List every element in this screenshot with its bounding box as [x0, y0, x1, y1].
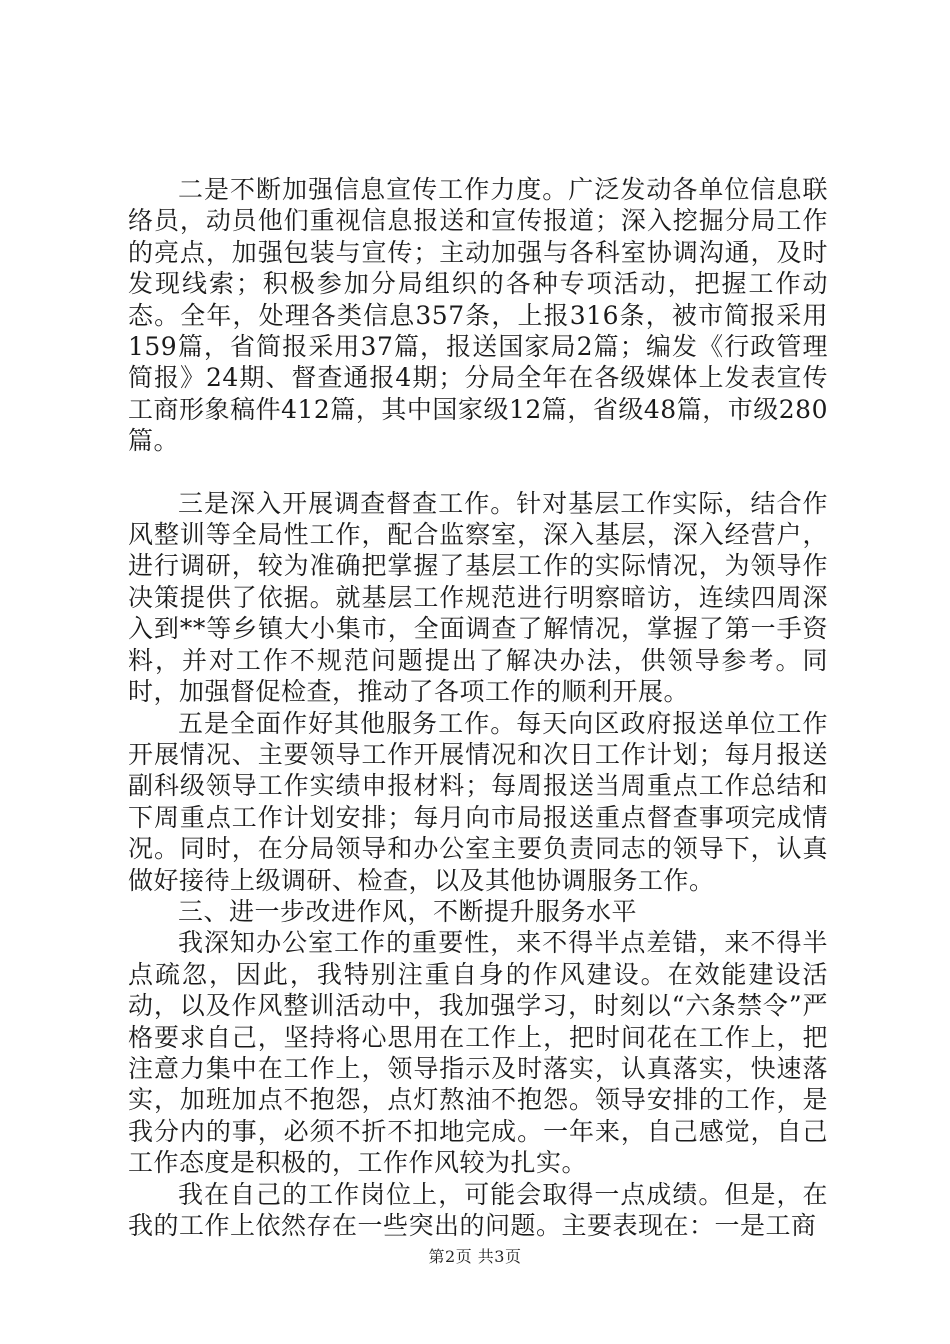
- document-body: [128, 174, 828, 1241]
- page-footer: 第2页 共3页: [428, 1247, 522, 1266]
- paragraph-problems: 我在自己的工作岗位上，可能会取得一点成绩。但是，在我的工作上依然存在一些突出的问题。主要表现在：一是工商: [128, 1179, 828, 1240]
- paragraph-work-style: 我深知办公室工作的重要性，来不得半点差错，来不得半点疏忽，因此，我特别注重自身的作风建设。在效能建设活动，以及作风整训活动中，我加强学习，时刻以“六条禁令”严格要求自己，坚持将心思用在工作上，把时间花在工作上，把注意力集中在工作上，领导指示及时落实，认真落实，快速落实，加班加点不抱怨，点灯熬油不抱怨。领导安排的工作，是我分内的事，必须不折不扣地完成。一年来，自己感觉，自己工作态度是积极的，工作作风较为扎实。: [128, 928, 828, 1178]
- paragraph-other-services: 五是全面作好其他服务工作。每天向区政府报送单位工作开展情况、主要领导工作开展情况和次日工作计划；每月报送副科级领导工作实绩申报材料；每周报送当周重点工作总结和下周重点工作计划安排；每月向市局报送重点督查事项完成情况。同时，在分局领导和办公室主要负责同志的领导下，认真做好接待上级调研、检查，以及其他协调服务工作。: [128, 708, 828, 895]
- paragraph-info-publicity: 二是不断加强信息宣传工作力度。广泛发动各单位信息联络员，动员他们重视信息报送和宣传报道；深入挖掘分局工作的亮点，加强包装与宣传；主动加强与各科室协调沟通，及时发现线索；积极参加分局组织的各种专项活动，把握工作动态。全年，处理各类信息357条，上报316条，被市简报采用159篇，省简报采用37篇，报送国家局2篇；编发《行政管理简报》24期、督查通报4期；分局全年在各级媒体上发表宣传工商形象稿件412篇，其中国家级12篇，省级48篇，市级280篇。: [128, 175, 828, 456]
- paragraph-investigation: 三是深入开展调查督查工作。针对基层工作实际，结合作风整训等全局性工作，配合监察室，深入基层，深入经营户，进行调研，较为准确把掌握了基层工作的实际情况，为领导作决策提供了依据。就基层工作规范进行明察暗访，连续四周深入到**等乡镇大小集市，全面调查了解情况，掌握了第一手资料，并对工作不规范问题提出了解决办法，供领导参考。同时，加强督促检查，推动了各项工作的顺利开展。: [128, 488, 828, 707]
- section-heading-work-style: 三、进一步改进作风，不断提升服务水平: [178, 896, 638, 926]
- paragraph-spacer: [128, 457, 828, 488]
